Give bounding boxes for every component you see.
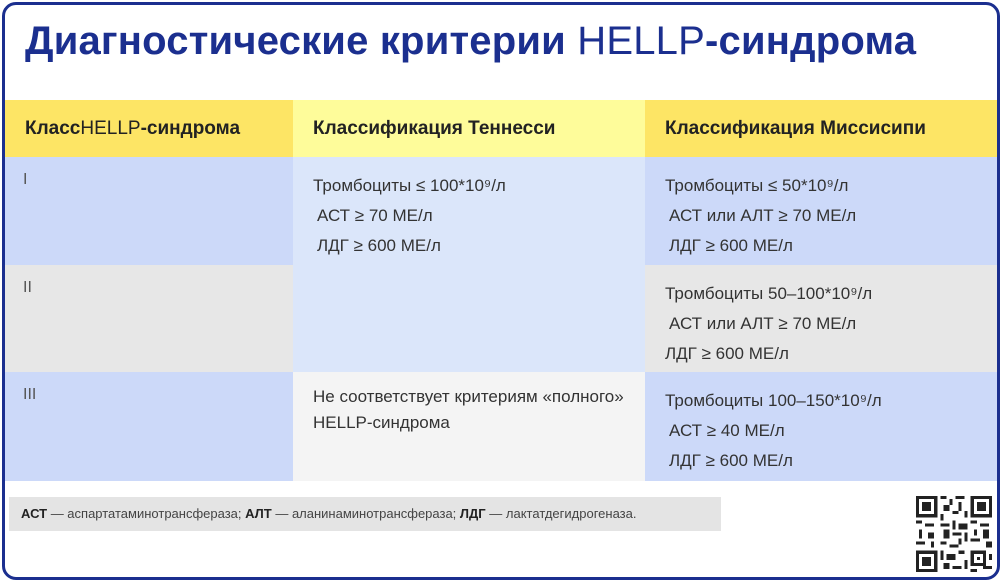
mississippi-3-line-3: ЛДГ ≥ 600 МЕ/л: [669, 451, 793, 470]
footnote-abbr-ldg: ЛДГ: [459, 506, 486, 521]
tennessee-cell-1-2: [293, 157, 645, 372]
mississippi-3-line-2: АСТ ≥ 40 МЕ/л: [669, 421, 785, 440]
mississippi-1-line-2: АСТ или АЛТ ≥ 70 МЕ/л: [669, 206, 857, 225]
mississippi-2-line-1: Тромбоциты 50–100*10⁹/л: [665, 284, 873, 303]
mississippi-3-line-1: Тромбоциты 100–150*10⁹/л: [665, 391, 882, 410]
header-class-latin: HELLP: [80, 117, 141, 139]
page-title: [25, 19, 916, 64]
footnote-text-ast: — аспартатаминотрансфераза;: [47, 506, 246, 521]
header-mississippi: Классификация Миссисипи: [645, 100, 997, 157]
tennessee-cell-3: Не соответствует критериям «полного» HELLP-синдрома: [293, 372, 645, 481]
footnote-text-alt: — аланинаминотрансфераза;: [271, 506, 460, 521]
class-cell-3: III: [5, 372, 293, 481]
title-suffix: -синдрома: [705, 19, 917, 63]
mississippi-cell-3: [645, 372, 997, 481]
criteria-table: [5, 100, 997, 483]
footnote-abbr-ast: АСТ: [21, 506, 48, 521]
mississippi-1-line-1: Тромбоциты ≤ 50*10⁹/л: [665, 176, 849, 195]
tennessee-line-3: ЛДГ ≥ 600 МЕ/л: [317, 236, 441, 255]
tennessee-line-2: АСТ ≥ 70 МЕ/л: [317, 206, 433, 225]
mississippi-2-line-3: ЛДГ ≥ 600 МЕ/л: [665, 344, 789, 363]
title-main: Диагностические критерии: [25, 19, 578, 63]
abbreviations-footnote: [9, 497, 721, 531]
tennessee-line-1: Тромбоциты ≤ 100*10⁹/л: [313, 176, 506, 195]
footnote-text-ldg: — лактатдегидрогеназа.: [485, 506, 637, 521]
header-class: [5, 100, 293, 157]
qr-code-icon[interactable]: [916, 496, 992, 572]
header-class-post: -синдрома: [140, 117, 241, 139]
mississippi-2-line-2: АСТ или АЛТ ≥ 70 МЕ/л: [669, 314, 857, 333]
title-latin: HELLP: [577, 19, 705, 63]
class-cell-2: II: [5, 265, 293, 372]
card-frame: [2, 2, 1000, 580]
header-tennessee: Классификация Теннесси: [293, 100, 645, 157]
header-class-pre: Класс: [25, 117, 81, 139]
mississippi-1-line-3: ЛДГ ≥ 600 МЕ/л: [669, 236, 793, 255]
mississippi-cell-2: [645, 265, 997, 372]
class-cell-1: I: [5, 157, 293, 265]
mississippi-cell-1: [645, 157, 997, 265]
footnote-abbr-alt: АЛТ: [245, 506, 272, 521]
